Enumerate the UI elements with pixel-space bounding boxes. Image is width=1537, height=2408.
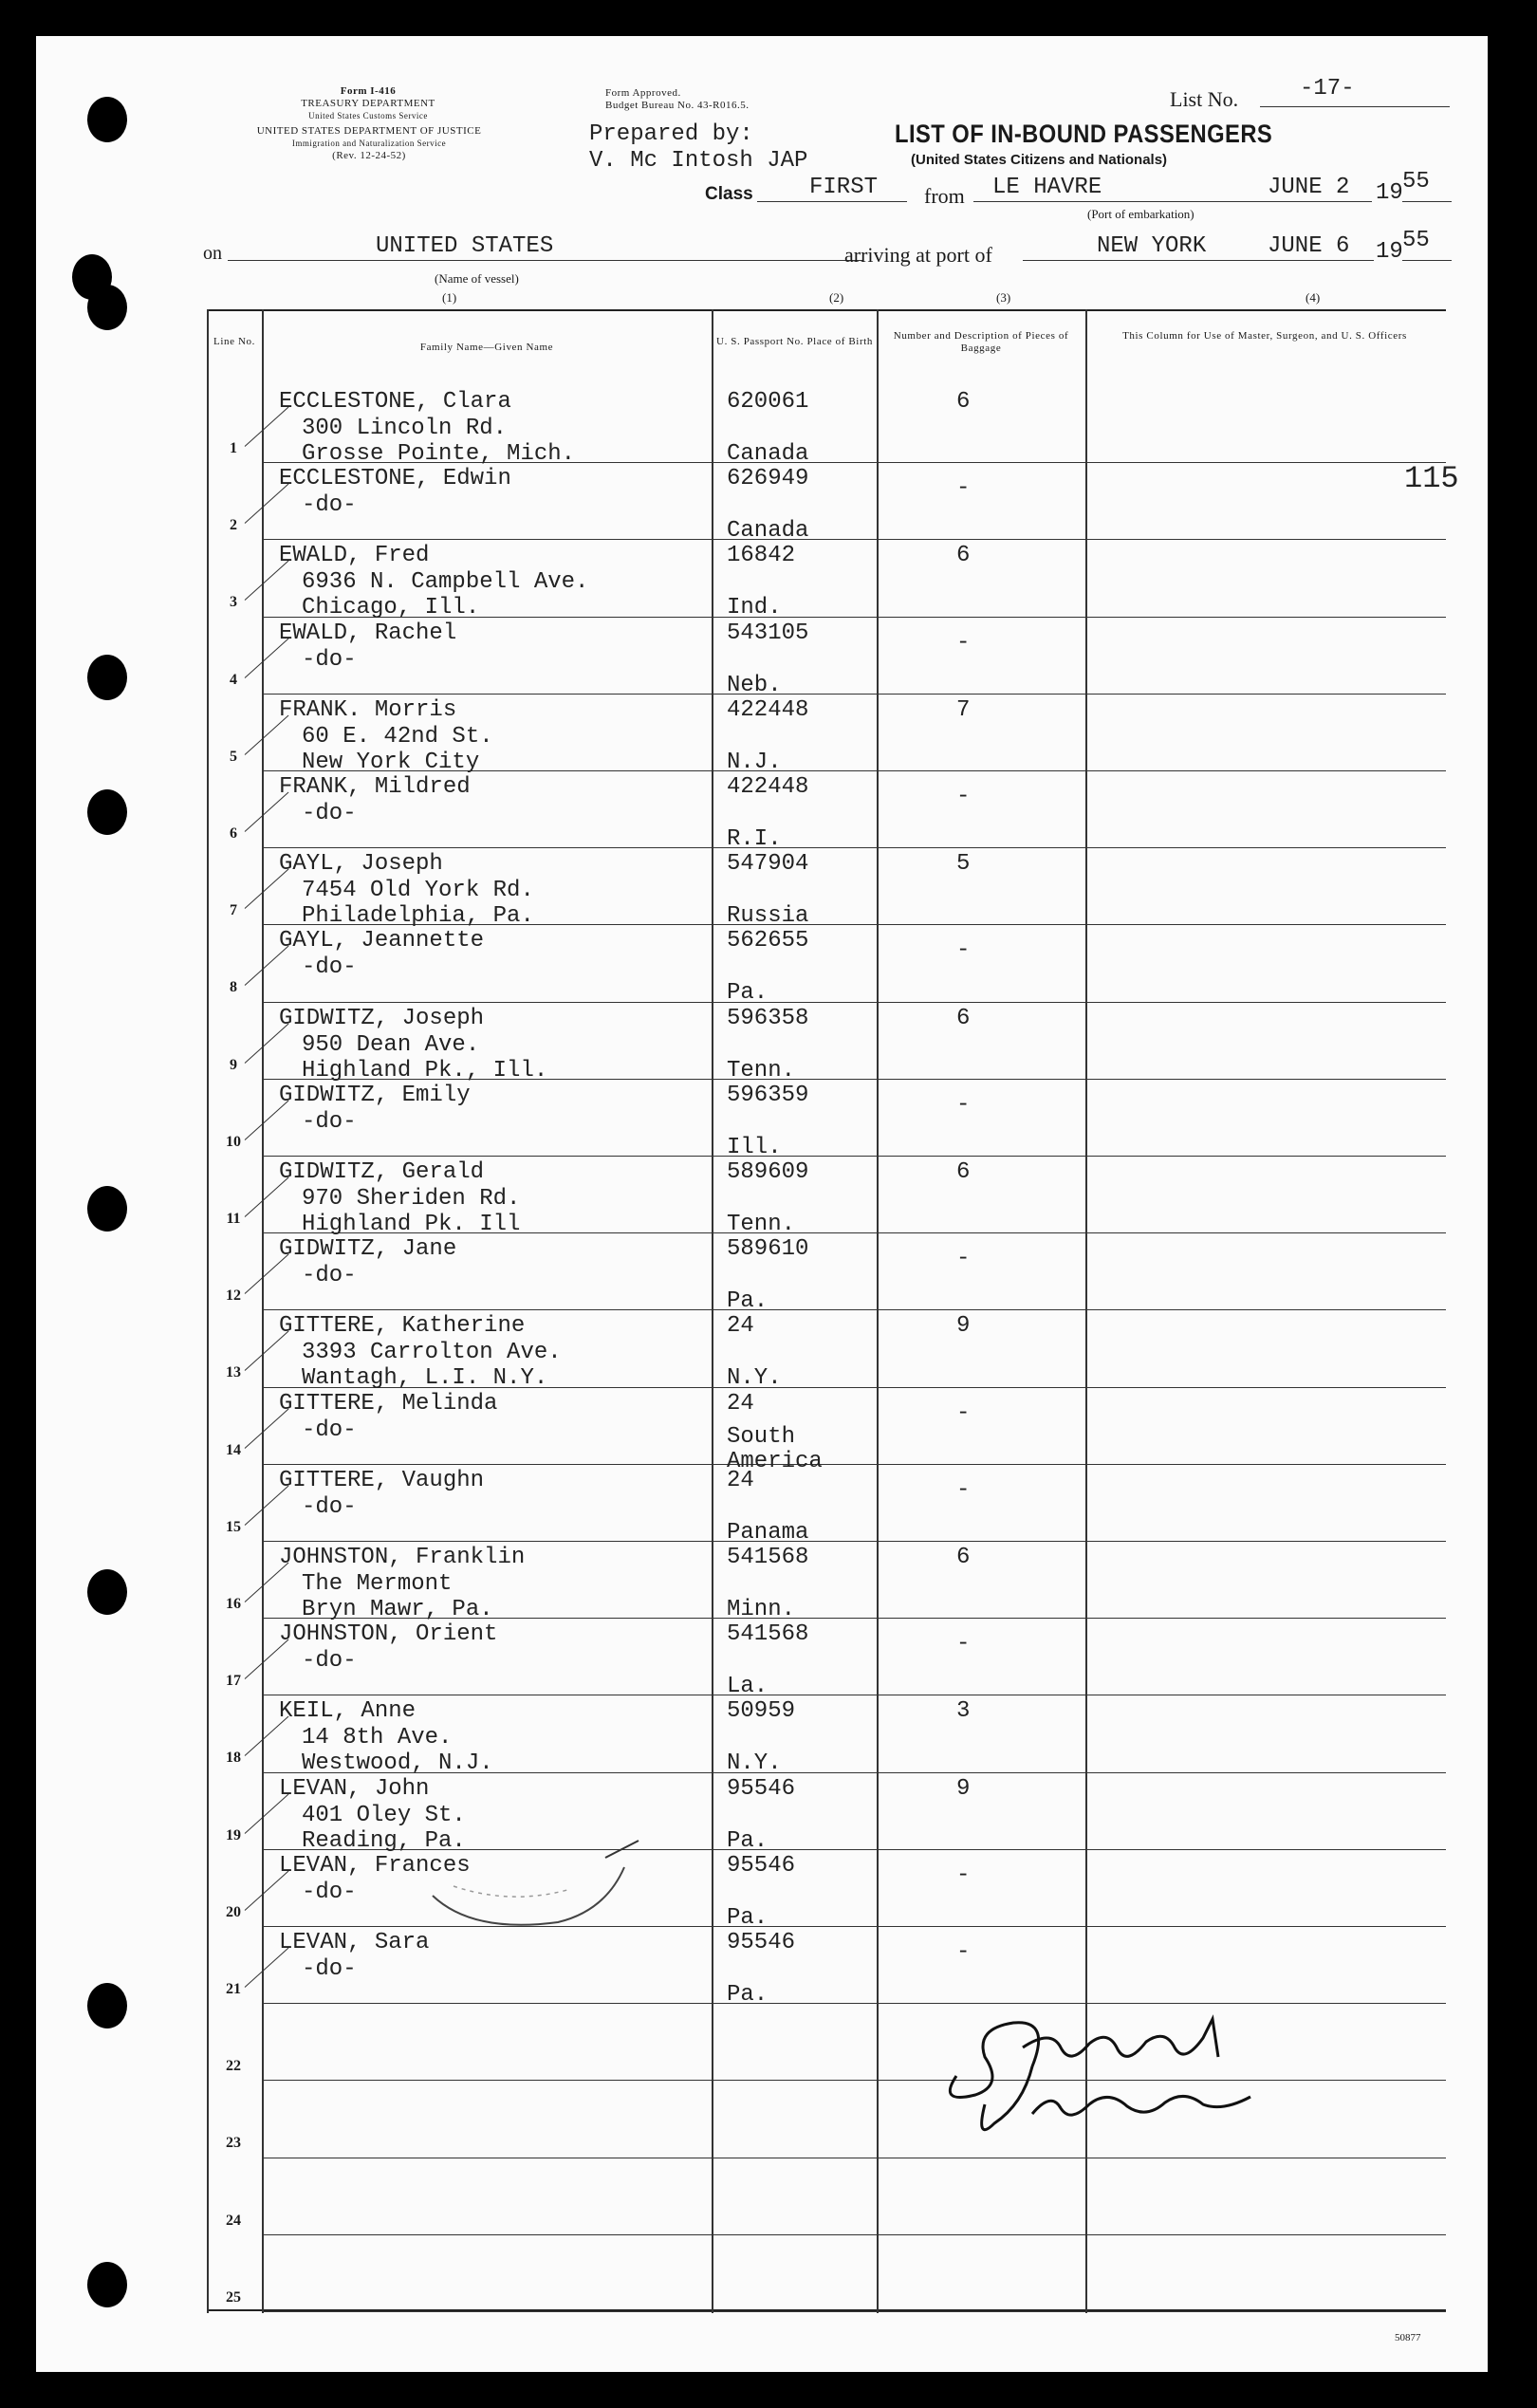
passenger-address: Wantagh, L.I. N.Y. [302, 1365, 548, 1392]
line-number: 13 [226, 1364, 241, 1381]
birth-place: N.J. [727, 749, 782, 775]
passport-number: 596359 [727, 1082, 809, 1108]
passenger-name: GITTERE, Vaughn [279, 1467, 485, 1493]
form-number: Form I-416 [340, 85, 397, 97]
passport-number: 24 [727, 1390, 754, 1417]
passenger-name: GIDWITZ, Joseph [279, 1005, 485, 1031]
col-name: Family Name—Given Name [419, 342, 554, 353]
vessel-name: UNITED STATES [376, 233, 554, 259]
colnum-3: (3) [996, 290, 1011, 305]
baggage-count: - [956, 1091, 971, 1118]
passenger-name: GIDWITZ, Emily [279, 1082, 471, 1108]
passenger-name: FRANK. Morris [279, 696, 457, 723]
passenger-address: -do- [302, 1879, 357, 1905]
passport-number: 422448 [727, 696, 809, 723]
agency-block-2 [210, 125, 528, 162]
faint-stamp [416, 1829, 643, 1943]
passport-number: 24 [727, 1467, 754, 1493]
baggage-count: - [956, 1939, 971, 1965]
binder-hole [87, 655, 127, 700]
baggage-count: - [956, 1862, 971, 1888]
line-number: 9 [230, 1056, 237, 1073]
passenger-address: -do- [302, 1417, 357, 1443]
birth-place: Ill. [727, 1134, 782, 1160]
line-number: 15 [226, 1518, 241, 1535]
line-number: 18 [226, 1750, 241, 1767]
birth-place: Pa. [727, 980, 768, 1007]
passenger-address: 300 Lincoln Rd. [302, 416, 508, 441]
passenger-name: EWALD, Rachel [279, 620, 457, 646]
passenger-name: ECCLESTONE, Edwin [279, 466, 511, 492]
birth-place: Russia [727, 903, 809, 930]
passenger-name: EWALD, Fred [279, 543, 430, 569]
passenger-address: -do- [302, 801, 357, 826]
line-number: 23 [226, 2135, 241, 2152]
line-number: 20 [226, 1903, 241, 1920]
passenger-address: 401 Oley St. [302, 1802, 466, 1828]
passenger-address: Grosse Pointe, Mich. [302, 441, 576, 467]
binder-hole [87, 285, 127, 330]
footer-code: 50877 [1395, 2332, 1421, 2343]
passenger-name: JOHNSTON, Orient [279, 1621, 498, 1648]
line-number: 11 [226, 1211, 241, 1227]
line-number: 8 [230, 979, 237, 996]
line-number: 25 [226, 2288, 241, 2306]
passenger-name: LEVAN, John [279, 1775, 430, 1802]
birth-place: Pa. [727, 1827, 768, 1854]
birth-place: Ind. [727, 595, 782, 621]
passport-number: 95546 [727, 1775, 796, 1802]
passenger-address: Reading, Pa. [302, 1827, 466, 1854]
baggage-count: - [956, 1476, 971, 1503]
passport-number: 620061 [727, 389, 809, 415]
colnum-2: (2) [829, 290, 844, 305]
line-number: 22 [226, 2058, 241, 2075]
vessel-caption: (Name of vessel) [435, 271, 519, 286]
line-number: 6 [230, 825, 237, 842]
embark-caption: (Port of embarkation) [1087, 207, 1194, 221]
line-number: 24 [226, 2212, 241, 2229]
col-line-no: Line No. [213, 336, 255, 347]
arriving-label: arriving at port of [844, 243, 992, 267]
depart-date: JUNE 2 [1268, 175, 1350, 200]
passenger-address: New York City [302, 749, 480, 775]
line-number: 14 [226, 1441, 241, 1458]
colnum-4: (4) [1306, 290, 1321, 305]
baggage-count: - [956, 629, 971, 656]
birth-place: Tenn. [727, 1212, 796, 1237]
line-number: 5 [230, 748, 237, 765]
arrival-port: NEW YORK [1097, 233, 1207, 259]
passenger-address: -do- [302, 1108, 357, 1135]
birth-place: Panama [727, 1519, 809, 1546]
passport-number: 95546 [727, 1852, 796, 1879]
passport-number: 541568 [727, 1545, 809, 1570]
passport-number: 547904 [727, 851, 809, 878]
passenger-name: FRANK, Mildred [279, 774, 471, 800]
passenger-address: -do- [302, 492, 357, 519]
baggage-count: - [956, 937, 971, 964]
from-label: from [924, 184, 965, 208]
passenger-name: GAYL, Joseph [279, 851, 443, 878]
class-label: Class [705, 184, 753, 204]
birth-place: Pa. [727, 1288, 768, 1315]
baggage-count: 6 [956, 1159, 971, 1185]
birth-place: La. [727, 1674, 768, 1700]
passenger-address: Bryn Mawr, Pa. [302, 1597, 493, 1622]
passport-number: 626949 [727, 466, 809, 492]
form-revision: (Rev. 12-24-52) [332, 150, 406, 161]
prepared-by-value: V. Mc Intosh JAP [589, 148, 808, 174]
birth-place: N.Y. [727, 1750, 782, 1777]
manifest-page [36, 36, 1488, 2372]
birth-place: Pa. [727, 1982, 768, 2008]
passenger-address: 7454 Old York Rd. [302, 878, 534, 904]
passenger-address: Chicago, Ill. [302, 595, 480, 621]
birth-place: R.I. [727, 826, 782, 852]
passenger-address: -do- [302, 1493, 357, 1520]
baggage-count: - [956, 475, 971, 502]
baggage-count: 6 [956, 1545, 971, 1570]
birth-place: Minn. [727, 1597, 796, 1622]
line-number: 1 [230, 440, 237, 456]
passenger-address: -do- [302, 1956, 357, 1982]
col-baggage: Number and Description of Pieces of Baggage [893, 330, 1069, 354]
passenger-name: GITTERE, Melinda [279, 1390, 498, 1417]
binder-hole [87, 1569, 127, 1615]
passenger-name: LEVAN, Sara [279, 1930, 430, 1955]
baggage-count: 9 [956, 1313, 971, 1340]
line-number: 7 [230, 902, 237, 919]
agency-ins: Immigration and Naturalization Service [291, 139, 447, 148]
officer-signature [918, 1991, 1279, 2152]
passenger-address: 950 Dean Ave. [302, 1031, 480, 1058]
arrival-year: 55 [1402, 228, 1430, 253]
passenger-address: Highland Pk., Ill. [302, 1057, 548, 1084]
passenger-name: LEVAN, Frances [279, 1852, 471, 1879]
line-number: 16 [226, 1596, 241, 1612]
line-number: 2 [230, 517, 237, 534]
baggage-count: 6 [956, 543, 971, 569]
passenger-name: KEIL, Anne [279, 1698, 417, 1725]
line-number: 12 [226, 1287, 241, 1305]
passenger-address: -do- [302, 646, 357, 673]
passport-number: 541568 [727, 1621, 809, 1648]
baggage-count: 6 [956, 1005, 971, 1031]
passenger-address: 60 E. 42nd St. [302, 723, 493, 750]
baggage-count: - [956, 1631, 971, 1658]
passport-number: 95546 [727, 1930, 796, 1955]
line-number: 3 [230, 594, 237, 611]
birth-place: Neb. [727, 672, 782, 698]
birth-place: Tenn. [727, 1057, 796, 1084]
on-label: on [203, 243, 222, 264]
baggage-count: 6 [956, 389, 971, 415]
baggage-count: 7 [956, 696, 971, 723]
prepared-by-label: Prepared by: [589, 121, 753, 147]
passport-number: 50959 [727, 1698, 796, 1725]
binder-hole [87, 789, 127, 835]
passenger-name: JOHNSTON, Franklin [279, 1545, 526, 1570]
passport-number: 562655 [727, 928, 809, 954]
passport-number: 543105 [727, 620, 809, 646]
colnum-1: (1) [442, 290, 457, 305]
passport-number: 589609 [727, 1159, 809, 1185]
form-approved: Form Approved. [605, 87, 681, 99]
col-passport: U. S. Passport No. Place of Birth [716, 336, 873, 347]
passport-number: 422448 [727, 774, 809, 800]
agency-treasury: TREASURY DEPARTMENT [301, 98, 435, 109]
baggage-count: 9 [956, 1775, 971, 1802]
passenger-address: 6936 N. Campbell Ave. [302, 569, 589, 596]
passenger-address: Highland Pk. Ill [302, 1212, 521, 1237]
passenger-address: Westwood, N.J. [302, 1750, 493, 1777]
passenger-name: GAYL, Jeannette [279, 928, 485, 954]
binder-hole [87, 1983, 127, 2028]
birth-place: N.Y. [727, 1365, 782, 1392]
binder-hole [87, 1186, 127, 1232]
line-number: 10 [226, 1133, 241, 1150]
baggage-count: - [956, 1246, 971, 1272]
depart-year: 55 [1402, 169, 1430, 194]
passenger-name: ECCLESTONE, Clara [279, 389, 511, 415]
passport-number: 589610 [727, 1236, 809, 1263]
baggage-count: - [956, 784, 971, 809]
line-number: 17 [226, 1673, 241, 1690]
officer-note: 115 [1404, 461, 1459, 497]
birth-place: Canada [727, 441, 809, 467]
binder-hole [87, 97, 127, 142]
agency-block [259, 85, 477, 122]
line-number: 19 [226, 1826, 241, 1843]
budget-bureau: Budget Bureau No. 43-R016.5. [605, 100, 750, 111]
list-no-value: -17- [1300, 76, 1355, 102]
birth-place: South America [727, 1423, 823, 1474]
agency-customs: United States Customs Service [308, 111, 428, 120]
approval-block [605, 87, 749, 112]
passenger-address: -do- [302, 1263, 357, 1289]
col-officers: This Column for Use of Master, Surgeon, and U. S. Officers [1122, 330, 1407, 342]
passenger-address: -do- [302, 954, 357, 981]
birth-place: Pa. [727, 1904, 768, 1931]
passenger-address: -do- [302, 1648, 357, 1675]
form-subtitle: (United States Citizens and Nationals) [911, 152, 1168, 168]
passenger-address: 14 8th Ave. [302, 1725, 453, 1751]
row-divider [262, 2311, 1446, 2312]
passenger-address: The Mermont [302, 1571, 453, 1597]
line-number: 21 [226, 1981, 241, 1997]
class-value: FIRST [809, 175, 879, 200]
form-title: LIST OF IN-BOUND PASSENGERS [895, 120, 1273, 148]
arrival-year-prefix: 19 [1376, 239, 1403, 265]
birth-place: Canada [727, 518, 809, 545]
passenger-name: GIDWITZ, Gerald [279, 1159, 485, 1185]
baggage-count: 5 [956, 851, 971, 878]
passport-number: 596358 [727, 1005, 809, 1031]
line-number: 4 [230, 671, 237, 688]
binder-hole [87, 2262, 127, 2307]
baggage-count: - [956, 1399, 971, 1426]
embark-port: LE HAVRE [992, 175, 1102, 200]
passenger-address: 3393 Carrolton Ave. [302, 1340, 562, 1366]
baggage-count: 3 [956, 1698, 971, 1725]
arrival-date: JUNE 6 [1268, 233, 1350, 259]
passenger-address: 970 Sheriden Rd. [302, 1186, 521, 1212]
passenger-address: Philadelphia, Pa. [302, 903, 534, 930]
passport-number: 24 [727, 1313, 754, 1340]
list-no-label: List No. [1170, 87, 1239, 111]
passport-number: 16842 [727, 543, 796, 569]
passenger-name: GITTERE, Katherine [279, 1313, 526, 1340]
row-divider [262, 2234, 1446, 2235]
depart-year-prefix: 19 [1376, 180, 1403, 206]
passenger-name: GIDWITZ, Jane [279, 1236, 457, 1263]
agency-justice: UNITED STATES DEPARTMENT OF JUSTICE [256, 125, 482, 137]
